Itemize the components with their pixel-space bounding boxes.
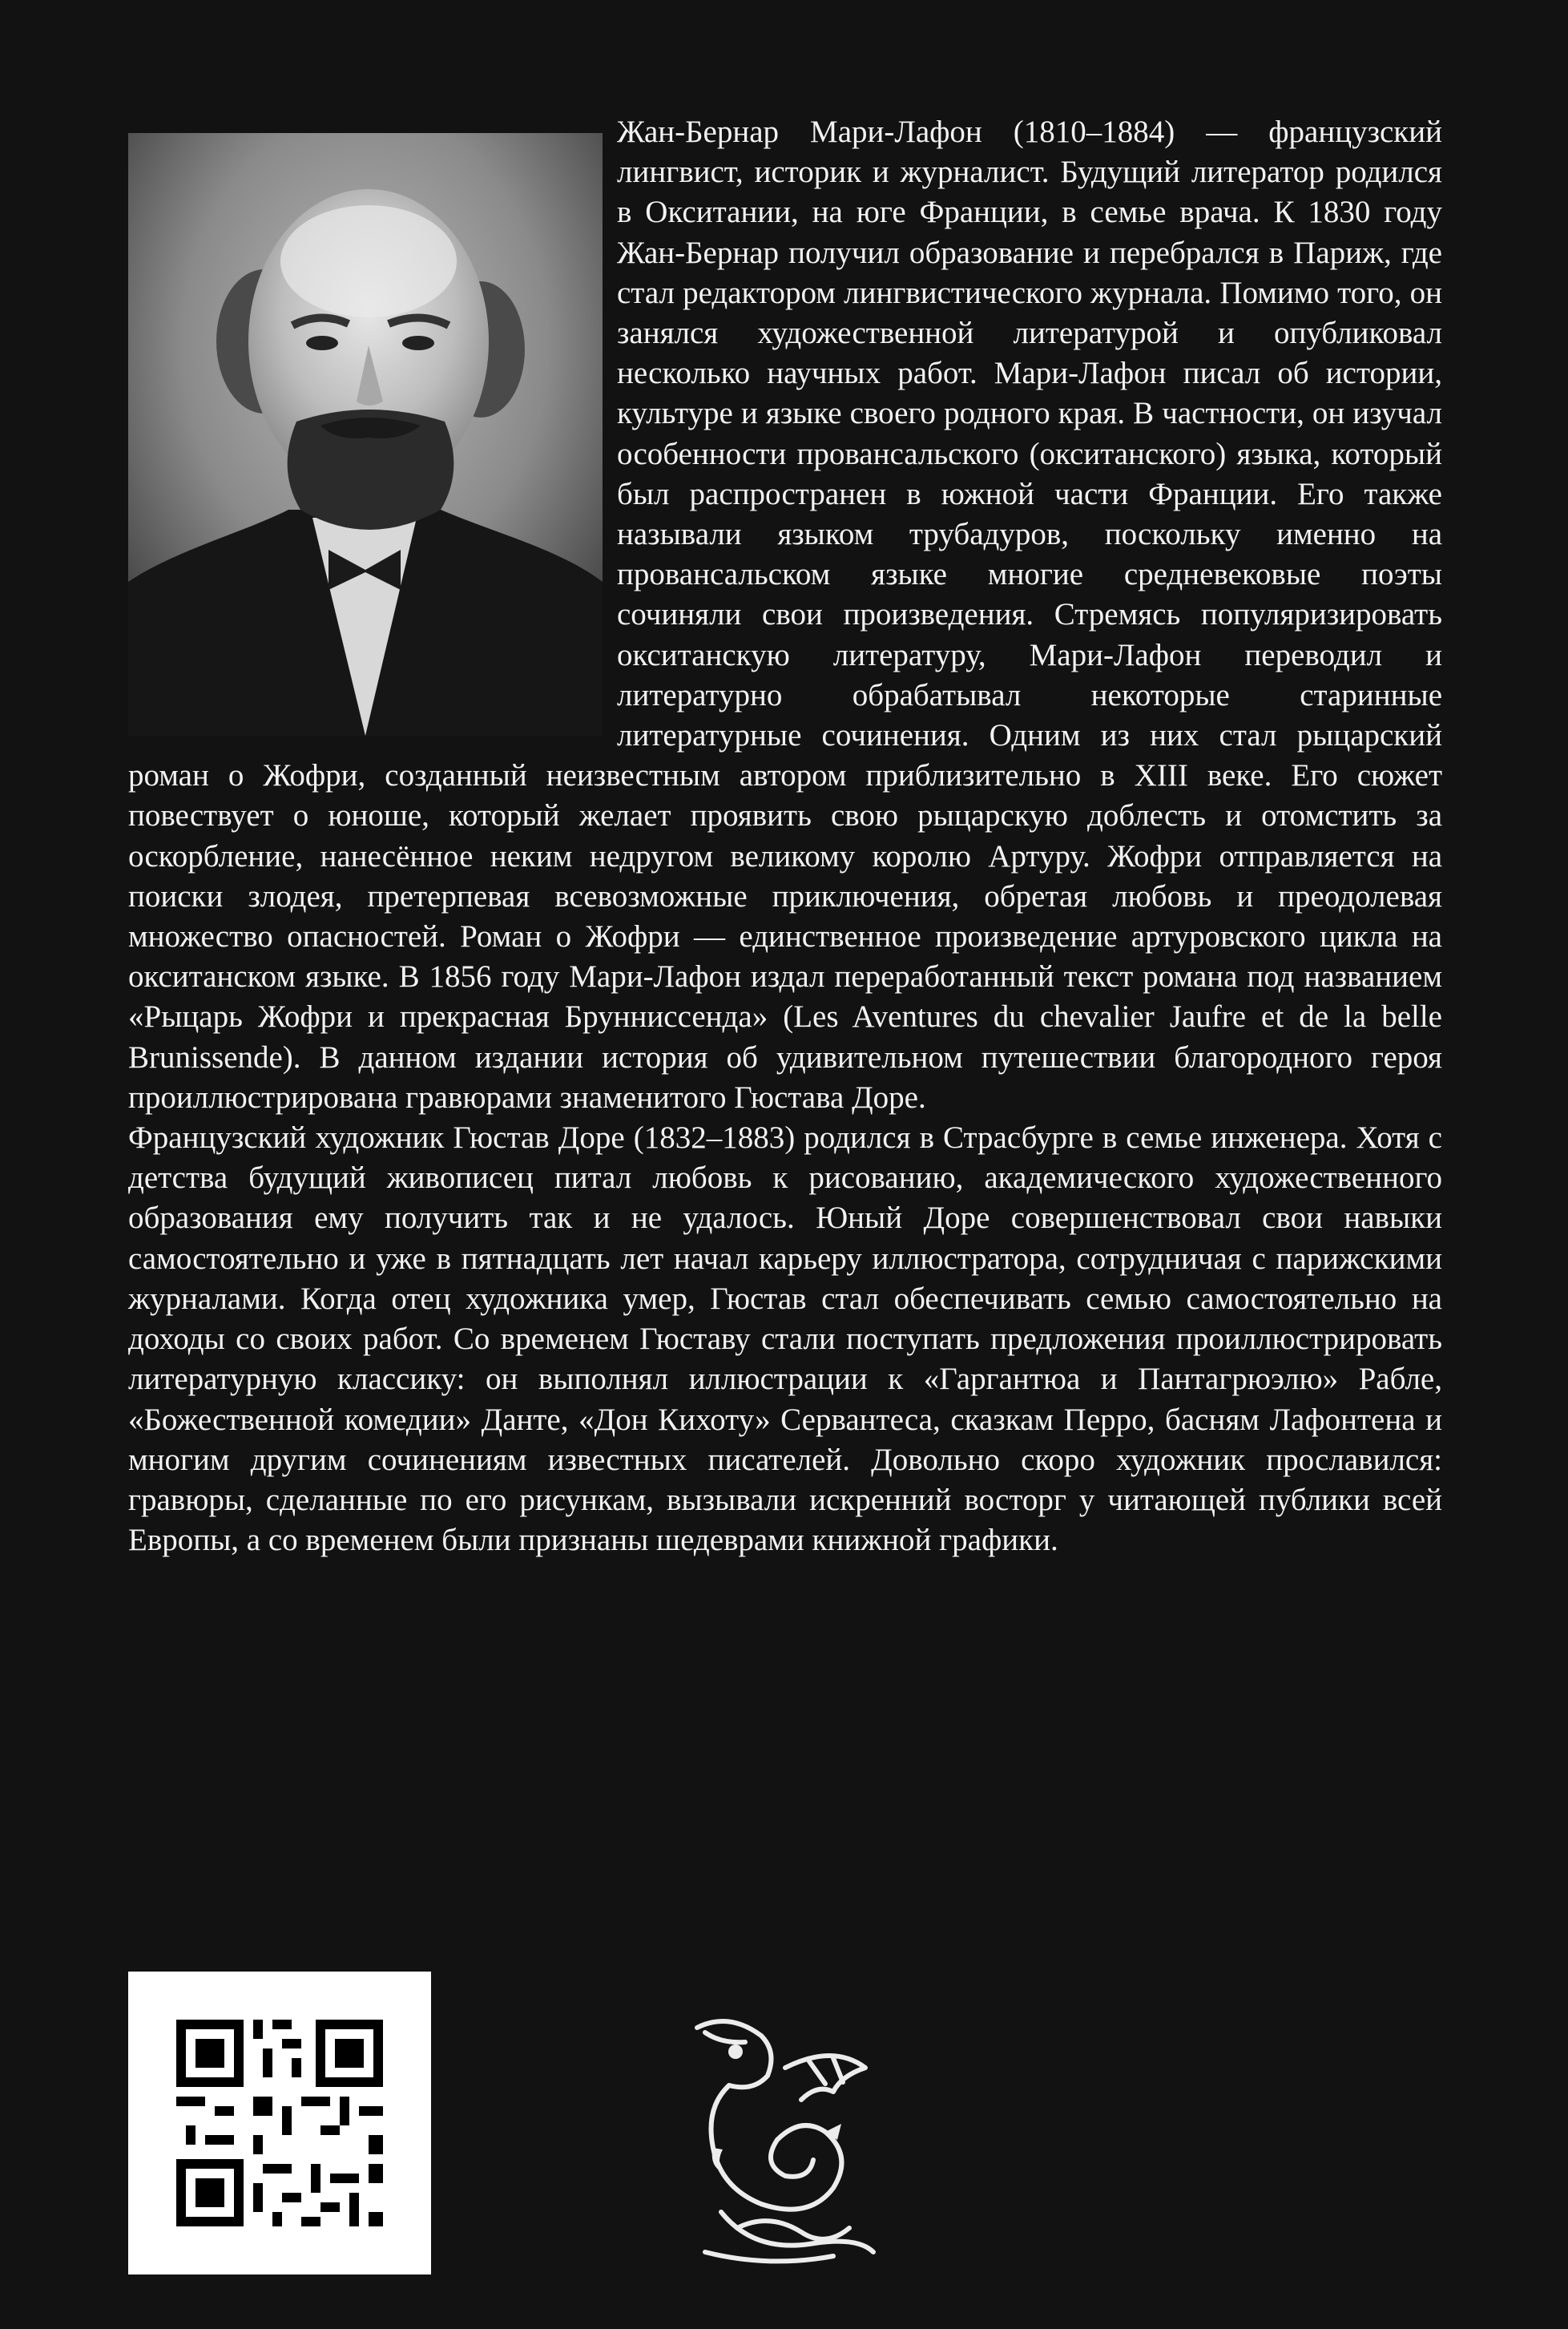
biography-paragraph-dore: Французский художник Гюстав Доре (1832–1883) родился в Страсбурге в семье инженера. Хотя с детства будущий живописец питал любовь к рисованию, академического художественного образования ему получить так и не удалось. Юный Доре совершенствовал свои навыки самостоятельно и уже в пятнадцать лет начал карьеру иллюстратора, сотрудничая с парижскими журналами. Когда отец художника умер, Гюстав стал обеспечивать семью самостоятельно на доходы со своих работ. Со временем Гюставу стали поступать предложения проиллюстрировать литературную классику: он выполнял иллюстрации к «Гаргантюа и Пантагрюэлю» Рабле, «Божественной комедии» Данте, «Дон Кихоту» Сервантеса, сказкам Перро, басням Лафонтена и многим другим сочинениям известных писателей. Довольно скоро художник прославился: гравюры, сделанные по его рисункам, вызывали искренний восторг у читающей публики всей Европы, а со временем были признаны шедеврами книжной графики. <box>128 1120 1442 1558</box>
biography-text <box>128 112 1442 1560</box>
portrait-space <box>128 112 617 745</box>
publisher-dragon-logo-icon <box>673 2012 897 2268</box>
biography-paragraph-marie-lafont: Жан-Бернар Мари-Лафон (1810–1884) — французский лингвист, историк и журналист. Будущий литератор родился в Окситании, на юге Франции, в семье врача. К 1830 году Жан-Бернар получил образование и перебрался в Париж, где стал редактором лингвистического журнала. Помимо того, он занялся художественной литературой и опубликовал несколько научных работ. Мари-Лафон писал об истории, культуре и языке своего родного края. В частности, он изучал особенности провансальского (окситанского) языка, который был распространен в южной части Франции. Его также называли языком трубадуров, поскольку именно на провансальском языке многие средневековые поэты сочиняли свои произведения. Стремясь популяризировать окситанскую литературу, Мари-Лафон переводил и литературно обрабатывал некоторые старинные литературные сочинения. Одним из них стал рыцарский роман о Жофри, созданный неизвестным автором приблизительно в XIII веке. Его сюжет повествует о юноше, который желает проявить свою рыцарскую доблесть и отомстить за оскорбление, нанесённое неким недругом великому королю Артуру. Жофри отправляется на поиски злодея, претерпевая всевозможные приключения, обретая любовь и преодолевая множество опасностей. Роман о Жофри — единственное произведение артуровского цикла на окситанском языке. В 1856 году Мари-Лафон издал переработанный текст романа под названием «Рыцарь Жофри и прекрасная Брунниссенда» (Les Aventures du chevalier Jaufre et de la belle Brunissende). В данном издании история об удивительном путешествии благородного героя проиллюстрирована гравюрами знаменитого Гюстава Доре. <box>128 115 1442 1115</box>
qr-code-icon <box>128 1972 431 2275</box>
